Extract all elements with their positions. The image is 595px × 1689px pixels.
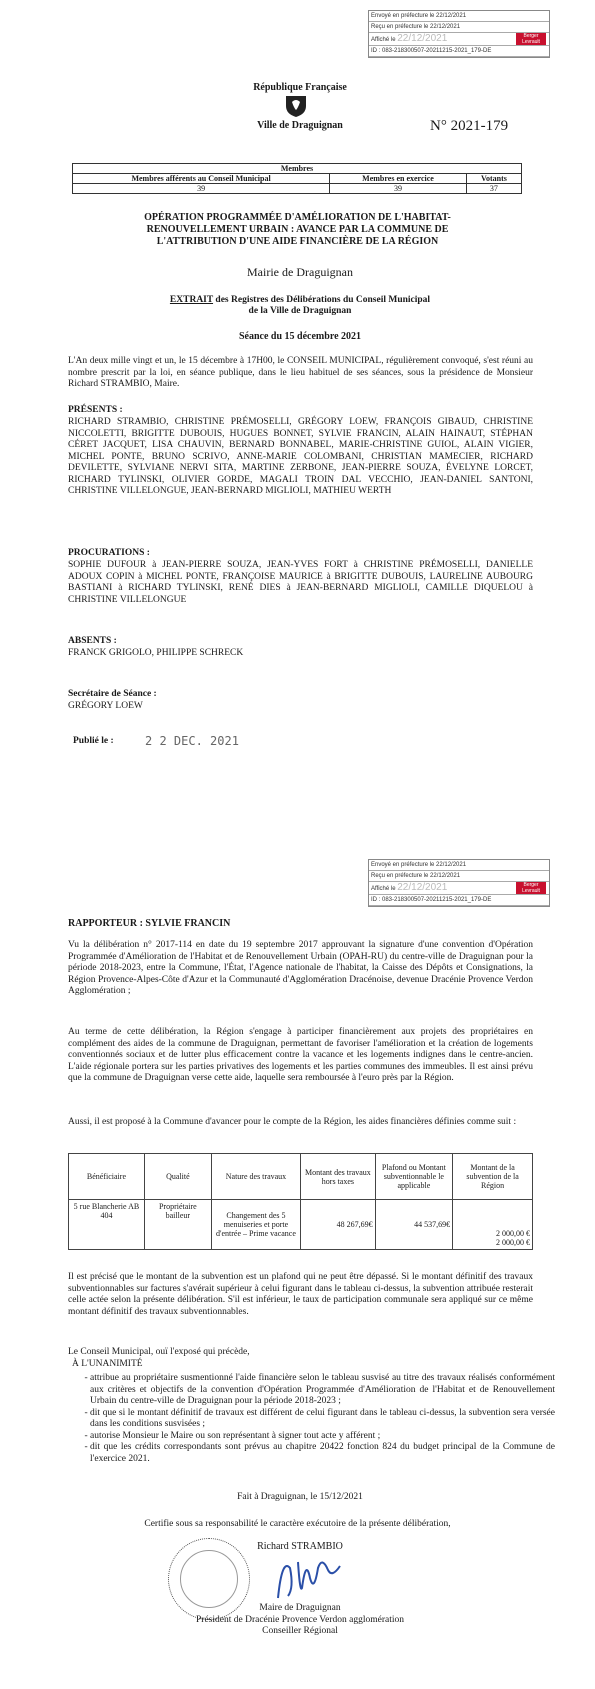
absents-list: FRANCK GRIGOLO, PHILIPPE SCHRECK xyxy=(68,648,244,658)
aid-cell-qualite: Propriétaire bailleur xyxy=(144,1200,211,1250)
list-item: - dit que les crédits correspondants sont prévus au chapitre 20422 fonction 824 du budget principal de la Commune de l'exercice 2021. xyxy=(90,1442,555,1465)
members-col-exercice: Membres en exercice xyxy=(330,174,467,184)
stamp-posted-date: 22/12/2021 xyxy=(397,33,448,44)
title-line-3: L'ATTRIBUTION D'UNE AIDE FINANCIÈRE DE LA RÉGION xyxy=(156,236,439,247)
aid-header-montant: Montant des travaux hors taxes xyxy=(301,1154,376,1200)
paragraph-avance-commune: Aussi, il est proposé à la Commune d'avancer pour le compte de la Région, les aides financières définies comme suit : xyxy=(68,1117,517,1127)
aid-cell-plafond: 44 537,69€ xyxy=(375,1200,452,1250)
publie-label: Publié le : xyxy=(73,736,114,746)
signatory-roles xyxy=(150,1603,450,1638)
extrait-line-2: de la Ville de Draguignan xyxy=(248,306,352,316)
aid-table xyxy=(68,1153,533,1250)
deliberation-title xyxy=(60,212,535,248)
republic-heading: République Française xyxy=(253,82,347,93)
secretaire-name: GRÉGORY LOEW xyxy=(68,701,143,711)
aid-cell-montant: 48 267,69€ xyxy=(301,1200,376,1250)
publie-date-stamp: 2 2 DEC. 2021 xyxy=(145,734,239,748)
deliberation-number: N° 2021-179 xyxy=(430,118,509,134)
mairie-heading: Mairie de Draguignan xyxy=(247,265,353,279)
decision-intro: Le Conseil Municipal, ouï l'exposé qui précède, xyxy=(68,1347,250,1357)
aid-header-nature: Nature des travaux xyxy=(211,1154,300,1200)
list-item: - dit que si le montant définitif de travaux est différent de celui figurant dans le tableau ci-dessus, la subvention sera versée dans les conditions susvisées ; xyxy=(90,1408,555,1431)
aid-header-subvention: Montant de la subvention de la Région xyxy=(453,1154,533,1200)
stamp-received: Reçu en préfecture le 22/12/2021 xyxy=(369,22,549,33)
secretaire-label: Secrétaire de Séance : xyxy=(68,689,157,699)
members-value-exercice: 39 xyxy=(330,184,467,194)
decision-list xyxy=(68,1373,555,1465)
fait-a: Fait à Draguignan, le 15/12/2021 xyxy=(237,1492,363,1502)
decision-unanimite: À L'UNANIMITÉ xyxy=(72,1359,143,1369)
certifie-executoire: Certifie sous sa responsabilité le caractère exécutoire de la présente délibération, xyxy=(144,1519,451,1529)
signatory-role-conseiller: Conseiller Régional xyxy=(262,1626,338,1636)
signatory-role-maire: Maire de Draguignan xyxy=(259,1603,341,1613)
extrait-line-1: des Registres des Délibérations du Conseil Municipal xyxy=(213,295,431,305)
paragraph-plafond: Il est précisé que le montant de la subvention est un plafond qui ne peut être dépassé. Si le montant définitif des travaux subventionnables sur factures s'avérait supérieur à celui figurant dans le tableau ci-dessus, la subvention attribuée resterait celle actée selon la présente délibération. S'il est inférieur, le taux de participation communale sera appliqué sur ce même montant définitif des travaux subventionnables. xyxy=(68,1272,533,1317)
list-item: - autorise Monsieur le Maire ou son représentant à signer tout acte y afférent ; xyxy=(90,1431,555,1443)
table-row xyxy=(69,1200,533,1250)
signatory-role-president: Président de Dracénie Provence Verdon agglomération xyxy=(196,1614,404,1625)
absents-label: ABSENTS : xyxy=(68,636,117,646)
stamp-2-sent: Envoyé en préfecture le 22/12/2021 xyxy=(369,860,549,871)
aid-cell-total: 2 000,00 € xyxy=(496,1238,530,1247)
aid-header-beneficiaire: Bénéficiaire xyxy=(69,1154,145,1200)
aid-header-plafond: Plafond ou Montant subventionnable le applicable xyxy=(375,1154,452,1200)
prefecture-stamp xyxy=(368,10,550,58)
members-value-afferents: 39 xyxy=(73,184,330,194)
list-item: - attribue au propriétaire susmentionné l'aide financière selon le tableau susvisé au titre des travaux réalisés conformément aux critères et objectifs de la convention d'Opération Programmée d'Amélioration de l'Habitat et de Renouvellement Urbain du centre-ville de Draguignan pour la période 2018-2023 ; xyxy=(90,1373,555,1408)
rapporteur: RAPPORTEUR : SYLVIE FRANCIN xyxy=(68,918,231,929)
members-title: Membres xyxy=(73,164,522,174)
members-col-votants: Votants xyxy=(466,174,521,184)
members-value-votants: 37 xyxy=(466,184,521,194)
city-heading: Ville de Draguignan xyxy=(257,120,343,131)
handwritten-signature-icon xyxy=(270,1548,350,1603)
extrait-label: EXTRAIT xyxy=(169,295,214,305)
stamp-posted-label: Affiché le xyxy=(371,37,396,43)
prefecture-stamp-2 xyxy=(368,859,550,907)
seance-date: Séance du 15 décembre 2021 xyxy=(238,331,362,342)
presents-list: RICHARD STRAMBIO, CHRISTINE PRÉMOSELLI, GRÉGORY LOEW, FRANÇOIS GIBAUD, CHRISTINE NICCOLETTI, BRIGITTE DUBOUIS, HUGUES BONNET, SYLVIE FRANCIN, ALAIN HAINAUT, STÉPHAN CÉRET JACQUET, LISA CHAUVIN, BERNARD BONNABEL, MARIE-CHRISTINE GUIOL, ALAIN VIGIER, MICHEL PONTE, BRUNO SCRIVO, ANNE-MARIE COLOMBANI, CHRISTIAN MAMECIER, RICHARD DEVILETTE, SYLVIANE NERVI SITA, MARTINE ZERBONE, JEAN-PIERRE SOUZA, ÉVELYNE LORCET, RICHARD TYLINSKI, OLIVIER GORDE, MAGALI TROIN DAL VECCHIO, JEAN-DANIEL SANTONI, CHRISTINE VILLELONGUE, JEAN-BERNARD MIGLIOLI, MATHIEU WERTH xyxy=(68,417,533,496)
paragraph-engagement-region: Au terme de cette délibération, la Région s'engage à participer financièrement aux projets des propriétaires en complément des aides de la commune de Draguignan, permettant de favoriser l'amélioration et la création de logements conventionnés sociaux et de lutter plus efficacement contre la vacance et les logements indignes dans le centre-ancien. L'aide régionale portera sur les parties privatives des logements et les parties communes des immeubles. Il est ainsi prévu que la commune de Draguignan verse cette aide, laquelle sera remboursée à l'euro près par la Région. xyxy=(68,1027,533,1083)
paragraph-vu-deliberation: Vu la délibération n° 2017-114 en date du 19 septembre 2017 approuvant la signature d'une convention d'Opération Programmée d'Amélioration de l'Habitat et de Renouvellement Urbain (OPAH-RU) du centre-ville de Draguignan pour la période 2018-2023, entre la Commune, l'État, l'Agence nationale de l'habitat, la Caisse des Dépôts et Consignations, la Région Provence-Alpes-Côte d'Azur et la Communauté d'Agglomération Dracénoise, devenue Dracénie Provence Verdon Agglomération ; xyxy=(68,940,533,996)
members-table xyxy=(72,163,522,194)
extrait-heading xyxy=(80,295,520,317)
title-line-2: RENOUVELLEMENT URBAIN : AVANCE PAR LA COMMUNE DE xyxy=(146,224,449,235)
presents-label: PRÉSENTS : xyxy=(68,405,123,415)
aid-cell-nature: Changement des 5 menuiseries et porte d'entrée – Prime vacance xyxy=(211,1200,300,1250)
signatory-name: Richard STRAMBIO xyxy=(257,1541,343,1552)
stamp-sent: Envoyé en préfecture le 22/12/2021 xyxy=(369,11,549,22)
aid-cell-subvention: 2 000,00 € xyxy=(496,1229,530,1238)
intro-paragraph: L'An deux mille vingt et un, le 15 décembre à 17H00, le CONSEIL MUNICIPAL, régulièrement convoqué, s'est réuni au nombre prescrit par la loi, en séance publique, dans le lieu habituel de ses séances, sous la présidence de Monsieur Richard STRAMBIO, Maire. xyxy=(68,356,533,389)
stamp-id: ID : 083-218300507-20211215-2021_179-DE xyxy=(369,46,549,57)
procurations-label: PROCURATIONS : xyxy=(68,548,150,558)
stamp-2-posted-date: 22/12/2021 xyxy=(397,882,448,893)
members-col-afferents: Membres afférents au Conseil Municipal xyxy=(73,174,330,184)
stamp-2-posted-label: Affiché le xyxy=(371,886,396,892)
berger-levrault-logo-2: Berger Levrault xyxy=(516,882,546,894)
stamp-2-received: Reçu en préfecture le 22/12/2021 xyxy=(369,871,549,882)
berger-levrault-logo: Berger Levrault xyxy=(516,33,546,45)
procurations-list: SOPHIE DUFOUR à JEAN-PIERRE SOUZA, JEAN-YVES FORT à CHRISTINE PRÉMOSELLI, DANIELLE ADOUX COPIN à MICHEL PONTE, FRANÇOISE MAURICE à BRIGITTE DUBOUIS, LAURELINE AUBOURG BASTIANI à RICHARD TYLINSKI, RENÉ DIES à JEAN-BERNARD MIGLIOLI, CAMILLE DIQUELOU à CHRISTINE VILLELONGUE xyxy=(68,560,533,605)
stamp-2-id: ID : 083-218300507-20211215-2021_179-DE xyxy=(369,895,549,906)
title-line-1: OPÉRATION PROGRAMMÉE D'AMÉLIORATION DE L'HABITAT- xyxy=(144,212,451,223)
city-coat-of-arms-icon xyxy=(280,94,312,118)
aid-header-qualite: Qualité xyxy=(144,1154,211,1200)
aid-cell-beneficiaire: 5 rue Blancherie AB 404 xyxy=(69,1200,145,1250)
